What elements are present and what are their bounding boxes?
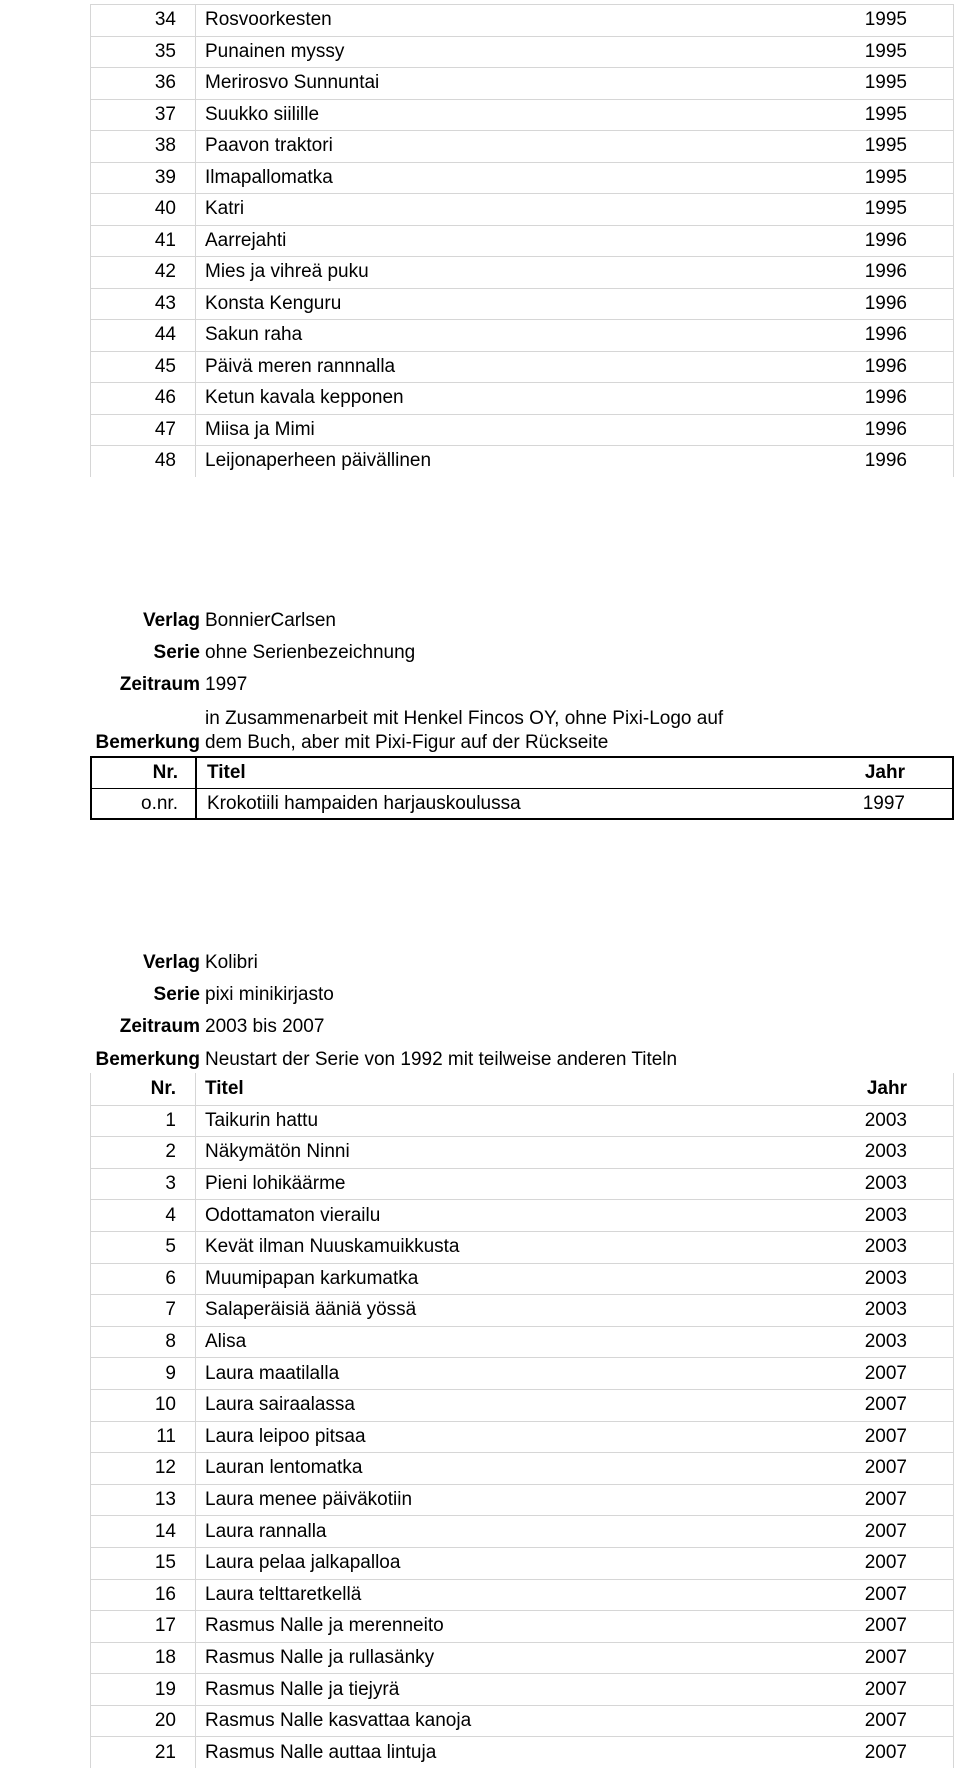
label-bemerkung: Bemerkung	[95, 1049, 200, 1070]
row-title: Suukko siilille	[205, 103, 320, 125]
row-year: 2007	[864, 1646, 907, 1668]
table-row	[90, 67, 954, 99]
row-title: Laura menee päiväkotiin	[205, 1489, 413, 1511]
row-year: 2007	[864, 1394, 907, 1416]
header-title: Titel	[207, 762, 246, 783]
row-year: 2007	[864, 1552, 907, 1574]
label-zeitraum: Zeitraum	[119, 674, 200, 695]
row-nr: 37	[154, 103, 176, 125]
row-nr: 8	[165, 1331, 176, 1353]
row-year: 2007	[864, 1710, 907, 1732]
header-nr: Nr.	[150, 1077, 176, 1099]
row-year: 1996	[864, 418, 907, 440]
label-serie: Serie	[153, 984, 200, 1005]
row-nr: 35	[154, 40, 176, 62]
row-title: Ilmapallomatka	[205, 166, 333, 188]
row-year: 2003	[864, 1173, 907, 1195]
table-row	[90, 1547, 954, 1579]
row-nr: 47	[154, 418, 176, 440]
table-section-3	[90, 1073, 954, 1768]
row-nr: 12	[154, 1457, 176, 1479]
row-year: 1996	[864, 324, 907, 346]
row-title: Laura telttaretkellä	[205, 1583, 362, 1605]
row-nr: 4	[165, 1204, 176, 1226]
row-nr: 18	[154, 1646, 176, 1668]
row-title: Krokotiili hampaiden harjauskoulussa	[207, 792, 521, 814]
row-year: 1997	[862, 792, 905, 814]
value-bemerkung-line2: dem Buch, aber mit Pixi-Figur auf der Rückseite	[205, 732, 609, 753]
value-bemerkung: Neustart der Serie von 1992 mit teilweise anderen Titeln	[205, 1049, 678, 1070]
table-row	[90, 1136, 954, 1168]
row-year: 1996	[864, 261, 907, 283]
table-row	[90, 319, 954, 351]
row-nr: 42	[154, 261, 176, 283]
row-title: Laura sairaalassa	[205, 1394, 355, 1416]
row-nr: 36	[154, 72, 176, 94]
header-year: Jahr	[864, 762, 905, 783]
row-year: 1996	[864, 450, 907, 472]
table-row	[90, 414, 954, 446]
row-year: 2003	[864, 1331, 907, 1353]
row-nr: 11	[156, 1425, 176, 1447]
row-title: Kevät ilman Nuuskamuikkusta	[205, 1236, 460, 1258]
row-year: 1995	[864, 9, 907, 31]
value-serie: pixi minikirjasto	[205, 984, 334, 1005]
row-title: Alisa	[205, 1331, 247, 1353]
row-year: 2003	[864, 1267, 907, 1289]
table-row	[90, 351, 954, 383]
row-nr: o.nr.	[141, 792, 178, 814]
row-title: Laura pelaa jalkapalloa	[205, 1552, 401, 1574]
row-title: Salaperäisiä ääniä yössä	[205, 1299, 417, 1321]
table-row	[90, 1294, 954, 1326]
row-year: 2007	[864, 1520, 907, 1542]
row-year: 2007	[864, 1457, 907, 1479]
row-title: Rasmus Nalle ja tiejyrä	[205, 1678, 400, 1700]
row-year: 1995	[864, 166, 907, 188]
row-title: Laura leipoo pitsaa	[205, 1425, 366, 1447]
row-title: Rasmus Nalle ja merenneito	[205, 1615, 444, 1637]
row-title: Taikurin hattu	[205, 1109, 319, 1131]
row-year: 1995	[864, 135, 907, 157]
table-row	[90, 1389, 954, 1421]
row-nr: 10	[154, 1394, 176, 1416]
table-row	[90, 1263, 954, 1295]
row-year: 2003	[864, 1109, 907, 1131]
row-year: 2003	[864, 1299, 907, 1321]
row-nr: 17	[154, 1615, 176, 1637]
row-year: 2007	[864, 1741, 907, 1763]
value-serie: ohne Serienbezeichnung	[205, 642, 416, 663]
row-title: Rasmus Nalle ja rullasänky	[205, 1646, 435, 1668]
row-nr: 16	[154, 1583, 176, 1605]
row-title: Rasmus Nalle kasvattaa kanoja	[205, 1710, 472, 1732]
row-title: Lauran lentomatka	[205, 1457, 363, 1479]
table-section-1	[90, 4, 954, 477]
table-row	[90, 225, 954, 257]
row-title: Mies ja vihreä puku	[205, 261, 369, 283]
table-row	[90, 256, 954, 288]
table-row	[90, 1105, 954, 1137]
row-year: 1995	[864, 40, 907, 62]
row-nr: 48	[154, 450, 176, 472]
row-nr: 6	[165, 1267, 176, 1289]
row-nr: 5	[165, 1236, 176, 1258]
table-row	[90, 1705, 954, 1737]
header-year: Jahr	[866, 1077, 907, 1099]
table-row	[90, 36, 954, 68]
label-serie: Serie	[153, 642, 200, 663]
table-row	[90, 288, 954, 320]
row-nr: 38	[154, 135, 176, 157]
row-title: Miisa ja Mimi	[205, 418, 315, 440]
row-nr: 19	[154, 1678, 176, 1700]
row-year: 2003	[864, 1236, 907, 1258]
header-nr: Nr.	[152, 762, 178, 783]
row-title: Konsta Kenguru	[205, 292, 342, 314]
row-title: Sakun raha	[205, 324, 303, 346]
row-nr: 40	[154, 198, 176, 220]
table-row	[90, 1168, 954, 1200]
table-row	[90, 99, 954, 131]
table-row	[90, 1452, 954, 1484]
row-title: Odottamaton vierailu	[205, 1204, 381, 1226]
table-row	[90, 445, 954, 477]
table-row	[90, 1357, 954, 1389]
row-title: Paavon traktori	[205, 135, 333, 157]
row-year: 2003	[864, 1204, 907, 1226]
table-row	[90, 4, 954, 36]
row-title: Laura rannalla	[205, 1520, 327, 1542]
table-row	[90, 1231, 954, 1263]
table-row	[90, 1610, 954, 1642]
row-nr: 15	[154, 1552, 176, 1574]
table-header	[92, 758, 952, 788]
row-nr: 3	[165, 1173, 176, 1195]
row-year: 2007	[864, 1615, 907, 1637]
row-year: 1995	[864, 72, 907, 94]
value-verlag: Kolibri	[205, 952, 258, 973]
row-nr: 45	[154, 355, 176, 377]
table-row	[92, 788, 952, 818]
table-header	[90, 1073, 954, 1105]
table-row	[90, 1642, 954, 1674]
row-nr: 9	[165, 1362, 176, 1384]
row-year: 1995	[864, 198, 907, 220]
value-verlag: BonnierCarlsen	[205, 610, 336, 631]
row-nr: 43	[154, 292, 176, 314]
label-verlag: Verlag	[142, 952, 200, 973]
row-title: Pieni lohikäärme	[205, 1173, 346, 1195]
row-title: Näkymätön Ninni	[205, 1141, 350, 1163]
table-section-2	[90, 756, 954, 820]
table-row	[90, 1199, 954, 1231]
row-title: Leijonaperheen päivällinen	[205, 450, 432, 472]
row-year: 1996	[864, 355, 907, 377]
row-nr: 34	[154, 9, 176, 31]
table-row	[90, 193, 954, 225]
row-title: Muumipapan karkumatka	[205, 1267, 419, 1289]
row-title: Rosvoorkesten	[205, 9, 332, 31]
table-row	[90, 1326, 954, 1358]
row-nr: 39	[154, 166, 176, 188]
row-nr: 41	[154, 229, 176, 251]
row-year: 1996	[864, 292, 907, 314]
table-row	[90, 1579, 954, 1611]
row-nr: 13	[154, 1489, 176, 1511]
row-nr: 7	[165, 1299, 176, 1321]
label-verlag: Verlag	[142, 610, 200, 631]
row-year: 2007	[864, 1425, 907, 1447]
row-nr: 1	[165, 1109, 176, 1131]
label-zeitraum: Zeitraum	[119, 1016, 200, 1037]
row-title: Laura maatilalla	[205, 1362, 340, 1384]
row-nr: 2	[165, 1141, 176, 1163]
header-title: Titel	[205, 1077, 244, 1099]
row-nr: 20	[154, 1710, 176, 1732]
row-title: Ketun kavala kepponen	[205, 387, 404, 409]
table-row	[90, 1736, 954, 1768]
table-row	[90, 382, 954, 414]
row-title: Rasmus Nalle auttaa lintuja	[205, 1741, 437, 1763]
table-row	[90, 1484, 954, 1516]
row-title: Merirosvo Sunnuntai	[205, 72, 380, 94]
table-row	[90, 1515, 954, 1547]
row-year: 1996	[864, 387, 907, 409]
row-nr: 44	[154, 324, 176, 346]
row-year: 1996	[864, 229, 907, 251]
value-zeitraum: 1997	[205, 674, 248, 695]
row-year: 2007	[864, 1489, 907, 1511]
row-year: 1995	[864, 103, 907, 125]
row-year: 2007	[864, 1583, 907, 1605]
row-year: 2003	[864, 1141, 907, 1163]
table-row	[90, 1421, 954, 1453]
row-title: Katri	[205, 198, 245, 220]
row-nr: 21	[154, 1741, 176, 1763]
table-row	[90, 162, 954, 194]
row-year: 2007	[864, 1362, 907, 1384]
row-nr: 14	[154, 1520, 176, 1542]
row-year: 2007	[864, 1678, 907, 1700]
table-row	[90, 1673, 954, 1705]
value-zeitraum: 2003 bis 2007	[205, 1016, 325, 1037]
row-nr: 46	[154, 387, 176, 409]
value-bemerkung-line1: in Zusammenarbeit mit Henkel Fincos OY, ohne Pixi-Logo auf	[205, 708, 724, 729]
row-title: Päivä meren rannnalla	[205, 355, 396, 377]
row-title: Punainen myssy	[205, 40, 345, 62]
table-row	[90, 130, 954, 162]
label-bemerkung: Bemerkung	[95, 732, 200, 753]
row-title: Aarrejahti	[205, 229, 287, 251]
